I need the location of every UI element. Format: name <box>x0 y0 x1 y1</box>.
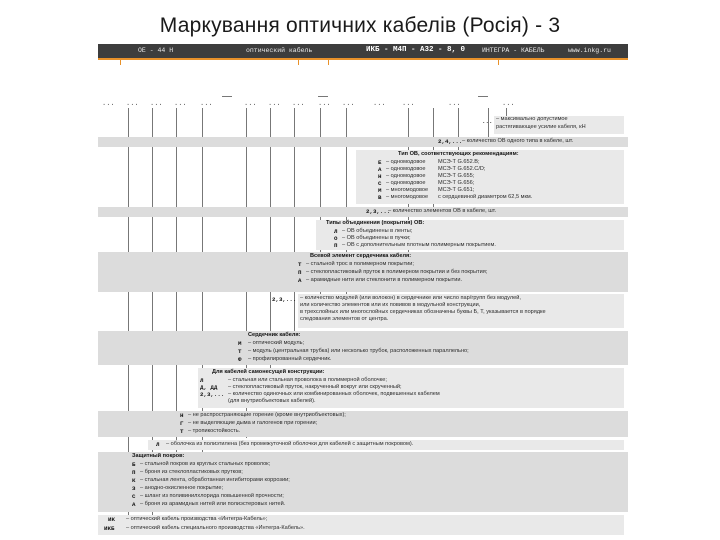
armor-key: К <box>132 477 136 484</box>
sheath-key: Л <box>156 441 160 448</box>
self-support-text: – стальная или стальная проволока в полимерной оболочке; <box>228 377 387 383</box>
armor-text: – шланг из поливинилхлорида повышенной прочности; <box>140 493 284 499</box>
orange-tick <box>298 60 299 65</box>
fiber-type-key: М <box>378 187 382 194</box>
position-dot: ... <box>244 100 257 108</box>
fiber-type-std: МСЭ-Т G.652.B; <box>438 159 480 165</box>
position-dot: ... <box>502 100 515 108</box>
tension-key: ... <box>482 118 493 125</box>
position-dot: ... <box>448 100 461 108</box>
central-member-key: Т <box>298 261 302 268</box>
armor-heading: Защитный покров: <box>132 453 185 459</box>
fiber-type-std: МСЭ-Т G.651; <box>438 187 475 193</box>
self-support-text: – количество одиночных или комбинированных оболочек, подвешенных кабелем <box>228 391 440 397</box>
orange-tick <box>498 60 499 65</box>
fire-key: Г <box>180 420 184 427</box>
maker-text: – оптический кабель специального производства «Интегра-Кабель». <box>126 525 305 531</box>
armor-text: – броня из арамидных нитей или полиэстеровых нитей. <box>140 501 286 507</box>
bundling-heading: Типы объединения (покрытия) ОВ: <box>326 220 425 226</box>
fiber-type-name: – одномодовое <box>386 173 426 179</box>
elem-count-text: – количество элементов ОВ в кабеле, шт. <box>388 208 497 214</box>
maker-key: ИКБ <box>104 525 115 532</box>
fiber-type-std: с сердцевиной диаметром 62,5 мкм. <box>438 194 533 200</box>
tension-line: – максимально допустимое <box>496 116 568 122</box>
fiber-type-std: МСЭ-Т G.655; <box>438 173 475 179</box>
header-left: ОЕ - 44 Н <box>138 47 174 54</box>
self-support-text: – стеклопластиковый пруток, накрученный вокруг или скрученный; <box>228 384 402 390</box>
armor-key: А <box>132 501 136 508</box>
header-bar <box>98 44 628 58</box>
header-brand: ИНТЕГРА - КАБЕЛЬ <box>482 47 545 54</box>
central-member-text: – арамидные нити или стеклонити в полимерном покрытии. <box>306 277 463 283</box>
header-code: ИКБ - М4П - А32 - 8, 0 <box>366 46 466 54</box>
armor-text: – стальной покров из круглых стальных проволок; <box>140 461 271 467</box>
modules-line: – количество модулей (или волокон) в сердечнике или число пар/групп без модулей, <box>300 295 521 301</box>
fiber-type-key: В <box>378 194 382 201</box>
fiber-count-text: – количество ОВ одного типа в кабеле, шт. <box>462 138 574 144</box>
central-member-text: – стеклопластиковый пруток в полимерном покрытии и без покрытия; <box>306 269 488 275</box>
armor-text: – анодно-окисленное покрытие; <box>140 485 224 491</box>
core-text: – оптический модуль; <box>248 340 305 346</box>
modules-line: в трехслойных или многослойных сердечниках обозначены буквы Б, Т, указывается в порядке <box>300 309 546 315</box>
central-member-heading: Всевой элемент сердечника кабеля: <box>310 253 412 259</box>
slide-title: Маркування оптичних кабелів (Росія) - 3 <box>159 14 561 37</box>
modules-line: следования элементов от центра. <box>300 316 389 322</box>
core-text: – модуль (центральная трубка) или несколько трубок, расположенных параллельно; <box>248 348 469 354</box>
fiber-type-heading: Тип ОВ, соответствующих рекомендациям: <box>398 151 519 157</box>
central-member-key: П <box>298 269 302 276</box>
position-dot: ... <box>126 100 139 108</box>
fiber-type-std: МСЭ-Т G.652.C/D; <box>438 166 486 172</box>
modules-key: 2,3,... <box>272 296 297 303</box>
position-dot: ... <box>292 100 305 108</box>
fiber-type-name: – одномодовое <box>386 159 426 165</box>
central-member-key: А <box>298 277 302 284</box>
armor-key: С <box>132 493 136 500</box>
core-key: М <box>238 340 242 347</box>
fiber-type-key: А <box>378 166 382 173</box>
elem-count-key: 2,3,... <box>366 208 391 215</box>
fire-key: Н <box>180 412 184 419</box>
header-mid: оптический кабель <box>246 47 313 54</box>
armor-text: – броня из стеклопластиковых прутков; <box>140 469 243 475</box>
core-text: – профилированный сердечник. <box>248 356 332 362</box>
orange-tick <box>120 60 121 65</box>
bundling-key: О <box>334 235 338 242</box>
armor-text: – стальная лента, обработанная ингибиторами коррозии; <box>140 477 290 483</box>
tension-line: растягивающее усилие кабеля, кН <box>496 124 586 130</box>
armor-key: З <box>132 485 136 492</box>
fiber-type-name: – многомодовое <box>386 187 429 193</box>
fiber-count-key: 2,4,... <box>438 138 463 145</box>
position-dot: ... <box>342 100 355 108</box>
position-dot: ... <box>200 100 213 108</box>
fire-key: Т <box>180 428 184 435</box>
self-support-key: 2,3,... <box>200 391 225 398</box>
marking-sheet <box>98 44 628 536</box>
position-dot: ... <box>102 100 115 108</box>
fiber-type-std: МСЭ-Т G.656; <box>438 180 475 186</box>
fiber-type-name: – одномодовое <box>386 180 426 186</box>
self-support-key: Д, ДД <box>200 384 218 391</box>
fire-text: – не выделяющие дыма и галогенов при горении; <box>188 420 318 426</box>
elem-count-band <box>98 207 628 217</box>
orange-tick <box>328 60 329 65</box>
maker-key: ИК <box>108 516 115 523</box>
position-dot: ... <box>150 100 163 108</box>
fiber-type-key: Е <box>378 159 382 166</box>
bundling-key: Л <box>334 228 338 235</box>
core-heading: Сердечник кабеля: <box>248 332 301 338</box>
bundling-text: – ОВ объединены в ленты; <box>342 228 413 234</box>
self-support-text: (для внутриобъектовых кабелей). <box>228 398 316 404</box>
maker-text: – оптический кабель производства «Интегра-Кабель»; <box>126 516 268 522</box>
core-key: Т <box>238 348 242 355</box>
separator-dash <box>222 96 232 97</box>
modules-line: или количество элементов или их повивов в модульной конструкции, <box>300 302 481 308</box>
position-dot: ... <box>174 100 187 108</box>
armor-key: П <box>132 469 136 476</box>
fiber-type-key: Н <box>378 173 382 180</box>
orange-rule <box>98 58 628 60</box>
bundling-text: – ОВ объединены в пучки; <box>342 235 411 241</box>
position-dot: ... <box>402 100 415 108</box>
self-support-key: Л <box>200 377 204 384</box>
position-dot: ... <box>268 100 281 108</box>
core-key: Ф <box>238 356 242 363</box>
header-site: www.inkg.ru <box>568 47 611 54</box>
separator-dash <box>318 96 328 97</box>
bundling-text: – ОВ с дополнительным плотным полимерным покрытием. <box>342 242 496 248</box>
fiber-type-name: – многомодовое <box>386 194 429 200</box>
fiber-type-key: С <box>378 180 382 187</box>
fiber-type-name: – одномодовое <box>386 166 426 172</box>
separator-dash <box>478 96 488 97</box>
fire-band <box>98 411 628 437</box>
position-dot: ... <box>373 100 386 108</box>
bundling-key: П <box>334 242 338 249</box>
self-support-heading: Для кабелей самонесущей конструкции: <box>212 369 325 375</box>
position-dot: ... <box>318 100 331 108</box>
fire-text: – тропикостойкость. <box>188 428 241 434</box>
central-member-text: – стальной трос в полимерном покрытии; <box>306 261 414 267</box>
fire-text: – не распространяющие горение (кроме внутриобъектовых); <box>188 412 346 418</box>
armor-key: Б <box>132 461 136 468</box>
sheath-text: – оболочка из полиэтилена (без промежуточной оболочки для кабелей с защитным покровом). <box>166 441 414 447</box>
